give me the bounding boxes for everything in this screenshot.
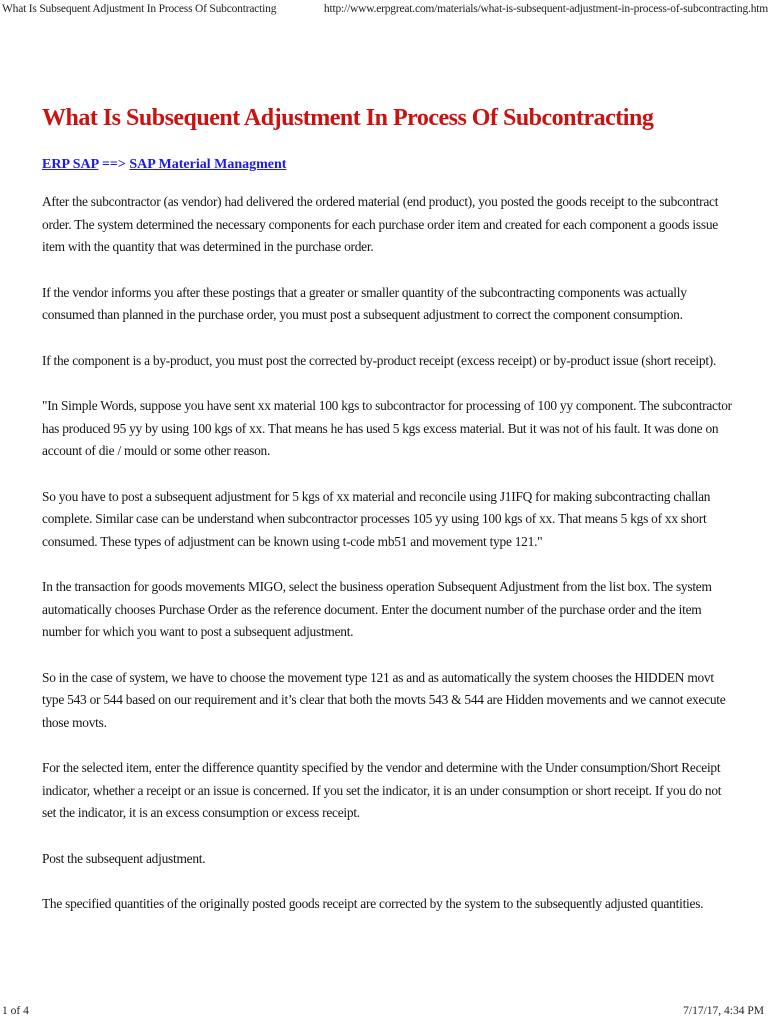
paragraph-7: So in the case of system, we have to choose the movement type 121 as and as automatically the system chooses the HIDDEN movt type 543 or 544 based on our requirement and it’s clear that both the movts 543 & 544 are Hidden movements and we cannot execute those movts.	[42, 669, 726, 730]
page-number: 1 of 4	[2, 1005, 29, 1017]
print-header	[0, 0, 768, 20]
breadcrumb	[42, 155, 732, 175]
print-footer	[0, 1002, 768, 1022]
paragraph-5: So you have to post a subsequent adjustment for 5 kgs of xx material and reconcile using J1IFQ for making subcontracting challan complete. Similar case can be understand when subcontractor processes 105 yy using 100 kgs of xx. That means 5 kgs of xx short consumed. These types of adjustment can be known using t-code mb51 and movement type 121."	[42, 488, 711, 549]
paragraph-10: The specified quantities of the originally posted goods receipt are corrected by the system to the subsequently adjusted quantities.	[42, 896, 704, 911]
print-header-title: What Is Subsequent Adjustment In Process Of Subcontracting	[2, 3, 277, 15]
print-datetime: 7/17/17, 4:34 PM	[683, 1005, 764, 1017]
paragraph-1: After the subcontractor (as vendor) had delivered the ordered material (end product), you posted the goods receipt to the subcontract order. The system determined the necessary components for each purchase order item and created for each component a goods issue item with the quantity that was determined in the purchase order.	[42, 194, 719, 254]
paragraph-6: In the transaction for goods movements MIGO, select the business operation Subsequent Adjustment from the list box. The system automatically chooses Purchase Order as the reference document. Enter the document number of the purchase order and the item number for which you want to post a subsequent adjustment.	[42, 579, 712, 639]
paragraph-3: If the component is a by-product, you must post the corrected by-product receipt (excess receipt) or by-product issue (short receipt).	[42, 352, 717, 368]
print-header-url: http://www.erpgreat.com/materials/what-is-subsequent-adjustment-in-process-of-subcontracting.htm	[323, 3, 768, 15]
paragraph-9: Post the subsequent adjustment.	[42, 850, 206, 866]
paragraph-2: If the vendor informs you after these postings that a greater or smaller quantity of the subcontracting components was actually consumed than planned in the purchase order, you must post a subsequent adjustment to correct the component consumption.	[42, 284, 687, 322]
page-title: What Is Subsequent Adjustment In Process Of Subcontracting	[42, 105, 654, 131]
paragraph-4: "In Simple Words, suppose you have sent xx material 100 kgs to subcontractor for processing of 100 yy component. The subcontractor has produced 95 yy by using 100 kgs of xx. That means he has used 5 kgs excess material. But it was not of his fault. It was done on account of die / mould or some other reason.	[42, 398, 732, 458]
breadcrumb-link-sap-material-managment[interactable]: SAP Material Managment	[129, 157, 287, 172]
article-content	[42, 98, 732, 916]
paragraph-8: For the selected item, enter the difference quantity specified by the vendor and determine with the Under consumption/Short Receipt indicator, whether a receipt or an issue is concerned. If you set the indicator, it is an under consumption or short receipt. If you do not set the indicator, it is an excess consumption or excess receipt.	[42, 760, 722, 820]
breadcrumb-link-erp-sap[interactable]: ERP SAP	[42, 157, 99, 172]
breadcrumb-separator: ==>	[98, 157, 130, 172]
